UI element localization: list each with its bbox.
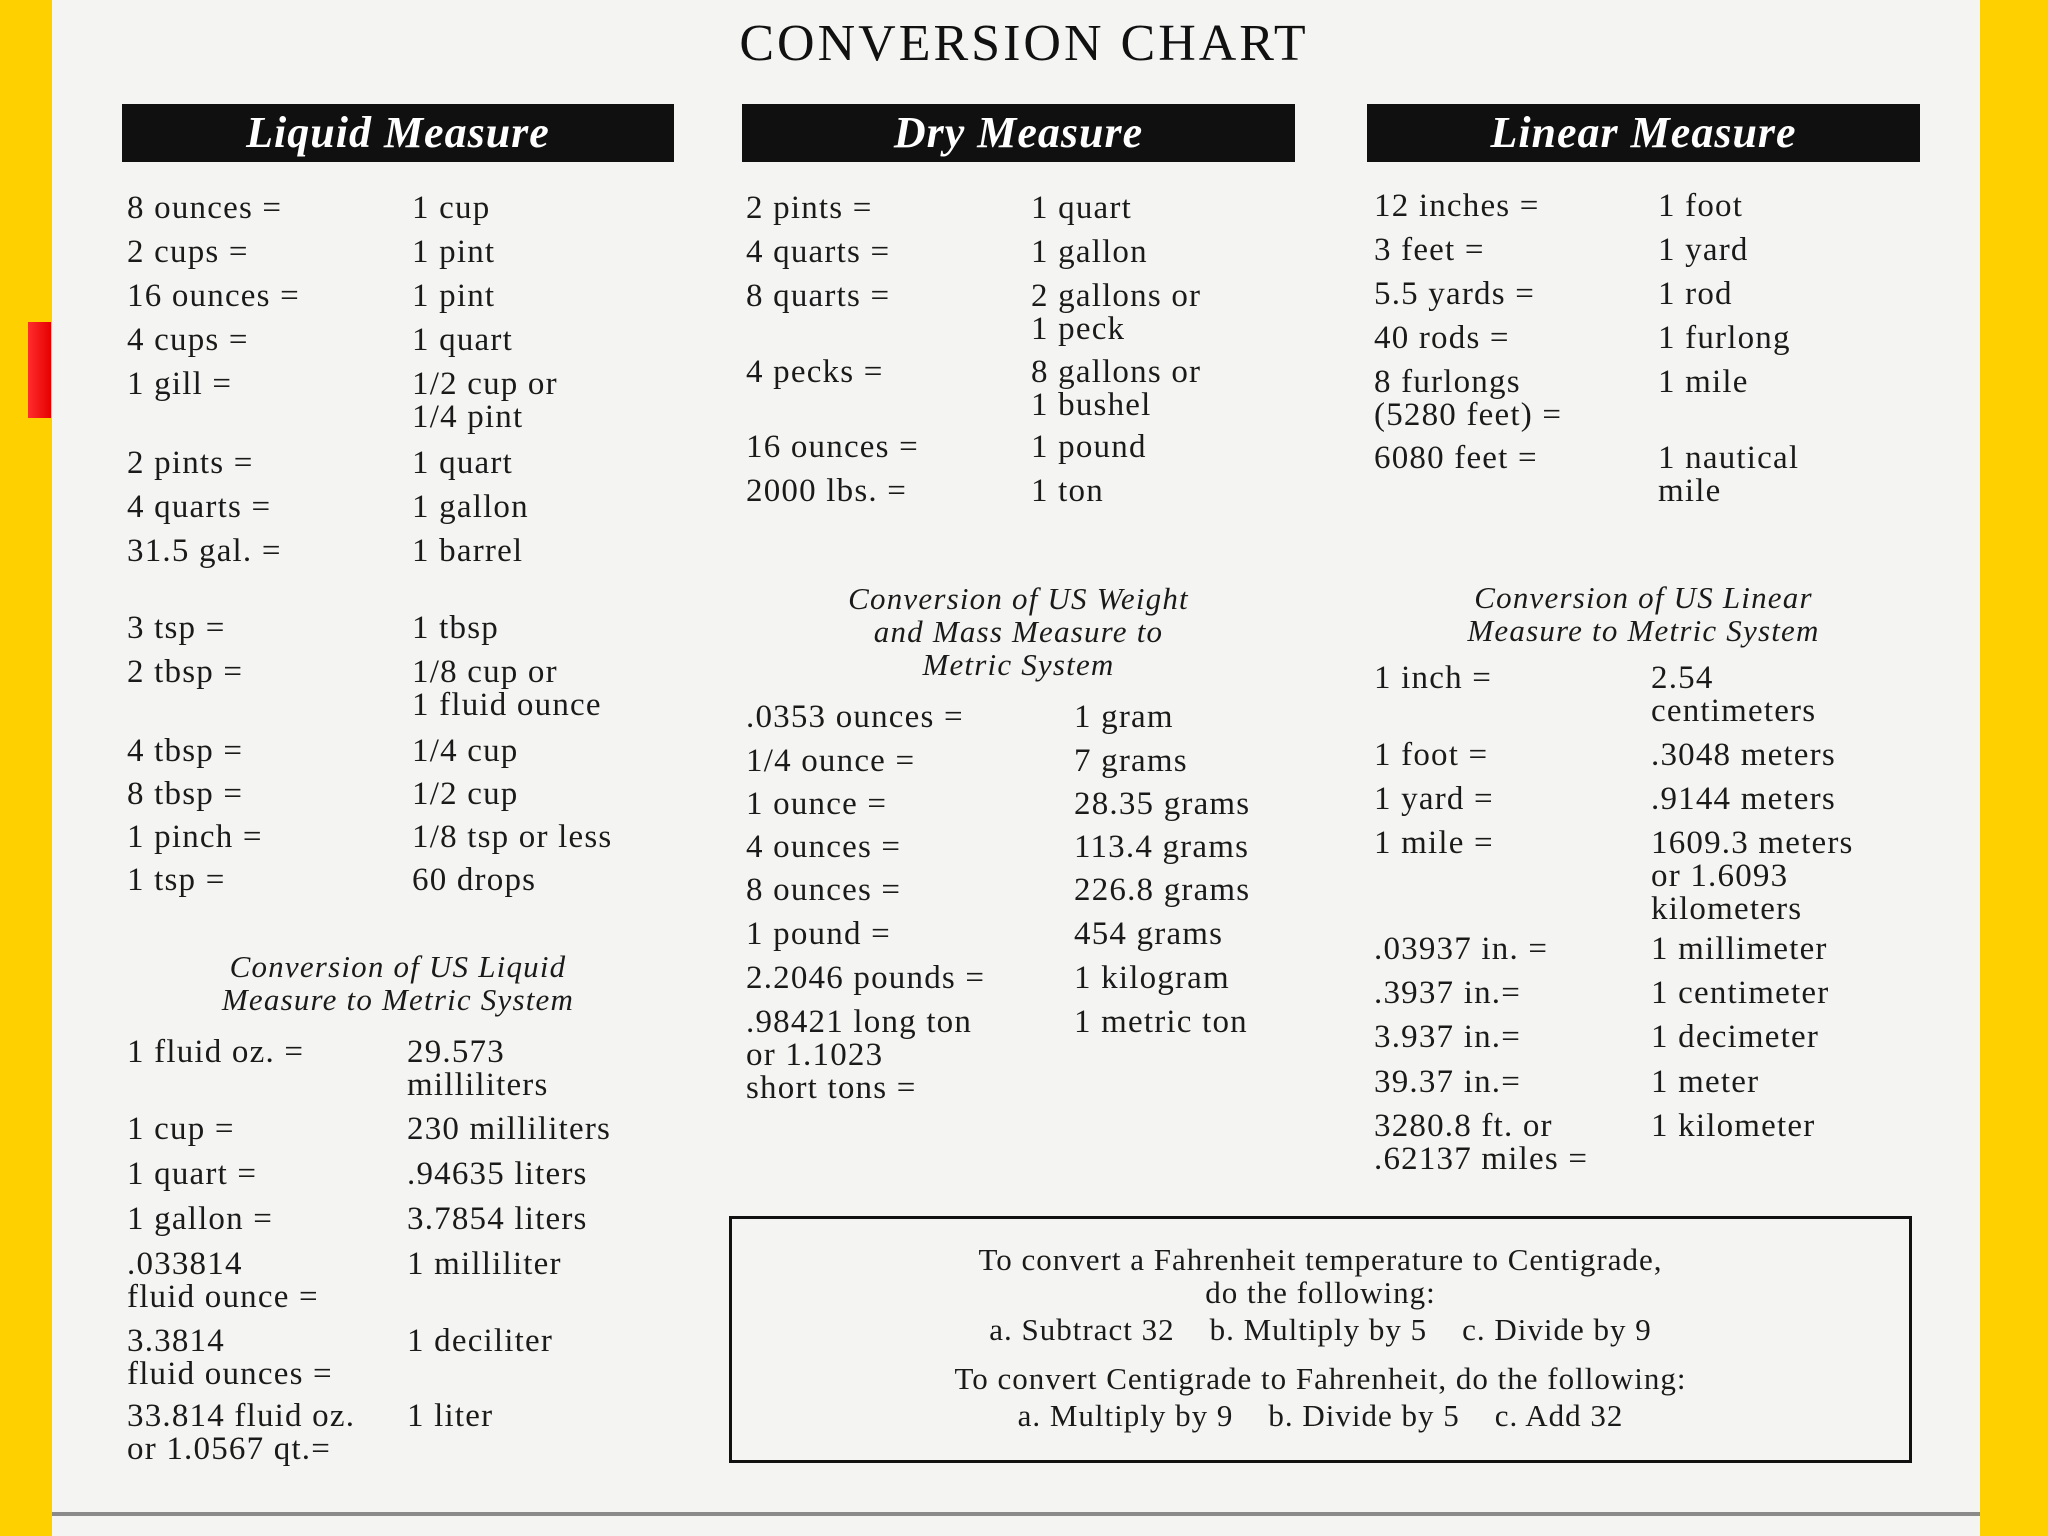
row-equivalent: 1/2 cup bbox=[412, 776, 519, 812]
row-quantity: .033814 fluid ounce = bbox=[127, 1246, 319, 1315]
row-quantity: 2.2046 pounds = bbox=[746, 960, 986, 996]
row-quantity: 1 pinch = bbox=[127, 819, 263, 855]
row-equivalent: 1 milliliter bbox=[407, 1246, 562, 1282]
page-title: CONVERSION CHART bbox=[739, 15, 1309, 72]
row-equivalent: 1/8 tsp or less bbox=[412, 819, 613, 855]
row-equivalent: 1 ton bbox=[1031, 473, 1104, 509]
row-quantity: 1 fluid oz. = bbox=[127, 1034, 305, 1070]
row-equivalent: 1 furlong bbox=[1658, 320, 1791, 356]
row-quantity: 4 cups = bbox=[127, 322, 249, 358]
liquid-measure-header: Liquid Measure bbox=[122, 104, 674, 162]
f-to-c-intro: To convert a Fahrenheit temperature to Centigrade, bbox=[978, 1242, 1663, 1277]
row-equivalent: 230 milliliters bbox=[407, 1111, 612, 1147]
row-equivalent: 1 mile bbox=[1658, 364, 1749, 400]
row-quantity: 2 tbsp = bbox=[127, 654, 244, 690]
row-equivalent: 113.4 grams bbox=[1074, 829, 1250, 865]
c-to-f-steps: a. Multiply by 9 b. Divide by 5 c. Add 32 bbox=[1017, 1398, 1624, 1433]
row-equivalent: 454 grams bbox=[1074, 916, 1224, 952]
linear-metric-title: Conversion of US Linear Measure to Metric System bbox=[1467, 580, 1820, 648]
row-quantity: 1 tsp = bbox=[127, 862, 226, 898]
row-equivalent: 226.8 grams bbox=[1074, 872, 1251, 908]
row-equivalent: 1 cup bbox=[412, 190, 491, 226]
row-quantity: 3.937 in.= bbox=[1374, 1019, 1522, 1055]
row-quantity: 2 cups = bbox=[127, 234, 249, 270]
row-quantity: 2 pints = bbox=[746, 190, 873, 226]
liquid-metric-title: Conversion of US Liquid Measure to Metric System bbox=[221, 949, 575, 1017]
row-equivalent: 1 kilometer bbox=[1651, 1108, 1816, 1144]
row-quantity: 1 mile = bbox=[1374, 825, 1494, 861]
row-equivalent: 1 pound bbox=[1031, 429, 1147, 465]
row-equivalent: .94635 liters bbox=[407, 1156, 588, 1192]
f-to-c-intro-2: do the following: bbox=[1205, 1275, 1436, 1310]
row-equivalent: 1 rod bbox=[1658, 276, 1733, 312]
row-equivalent: 2 gallons or 1 peck bbox=[1031, 278, 1202, 347]
row-equivalent: 29.573 milliliters bbox=[407, 1034, 549, 1103]
row-quantity: 5.5 yards = bbox=[1374, 276, 1536, 312]
row-equivalent: 1 quart bbox=[412, 445, 513, 481]
row-equivalent: 1 barrel bbox=[412, 533, 524, 569]
row-quantity: 16 ounces = bbox=[746, 429, 919, 465]
row-equivalent: 1 quart bbox=[412, 322, 513, 358]
row-equivalent: .3048 meters bbox=[1651, 737, 1836, 773]
row-equivalent: 1 nautical mile bbox=[1658, 440, 1800, 509]
row-quantity: 4 tbsp = bbox=[127, 733, 244, 769]
row-quantity: 1 ounce = bbox=[746, 786, 888, 822]
row-equivalent: 60 drops bbox=[412, 862, 537, 898]
row-quantity: 8 furlongs (5280 feet) = bbox=[1374, 364, 1563, 433]
row-quantity: 3.3814 fluid ounces = bbox=[127, 1323, 333, 1392]
row-equivalent: 1 centimeter bbox=[1651, 975, 1830, 1011]
row-quantity: 40 rods = bbox=[1374, 320, 1510, 356]
row-quantity: 8 ounces = bbox=[127, 190, 283, 226]
row-equivalent: 1/4 cup bbox=[412, 733, 519, 769]
dry-metric-title: Conversion of US Weight and Mass Measure to Metric System bbox=[848, 581, 1189, 682]
row-equivalent: 1 quart bbox=[1031, 190, 1132, 226]
row-equivalent: 1 tbsp bbox=[412, 610, 499, 646]
row-quantity: 1 quart = bbox=[127, 1156, 258, 1192]
row-quantity: 1 pound = bbox=[746, 916, 891, 952]
row-quantity: 8 quarts = bbox=[746, 278, 891, 314]
row-quantity: 39.37 in.= bbox=[1374, 1064, 1522, 1100]
row-quantity: 2000 lbs. = bbox=[746, 473, 908, 509]
row-equivalent: 1 meter bbox=[1651, 1064, 1760, 1100]
row-equivalent: 1 pint bbox=[412, 234, 496, 270]
row-equivalent: 1 kilogram bbox=[1074, 960, 1230, 996]
temperature-conversion-box bbox=[729, 1216, 1912, 1463]
row-quantity: .98421 long ton or 1.1023 short tons = bbox=[746, 1004, 973, 1106]
row-equivalent: 1 deciliter bbox=[407, 1323, 554, 1359]
row-quantity: 1 yard = bbox=[1374, 781, 1494, 817]
row-equivalent: 1609.3 meters or 1.6093 kilometers bbox=[1651, 825, 1854, 927]
row-quantity: 2 pints = bbox=[127, 445, 254, 481]
row-equivalent: 1 liter bbox=[407, 1398, 494, 1434]
f-to-c-steps: a. Subtract 32 b. Multiply by 5 c. Divide by 9 bbox=[989, 1312, 1652, 1347]
row-quantity: 3 tsp = bbox=[127, 610, 226, 646]
row-quantity: 4 pecks = bbox=[746, 354, 884, 390]
c-to-f-intro: To convert Centigrade to Fahrenheit, do the following: bbox=[954, 1361, 1687, 1396]
sheet-bottom-edge bbox=[52, 1512, 1980, 1516]
row-quantity: 4 quarts = bbox=[746, 234, 891, 270]
row-equivalent: 28.35 grams bbox=[1074, 786, 1251, 822]
row-quantity: 1 gill = bbox=[127, 366, 233, 402]
row-equivalent: 1 decimeter bbox=[1651, 1019, 1820, 1055]
row-equivalent: 8 gallons or 1 bushel bbox=[1031, 354, 1202, 423]
row-quantity: 4 ounces = bbox=[746, 829, 902, 865]
linear-measure-header: Linear Measure bbox=[1367, 104, 1920, 162]
row-quantity: 1 foot = bbox=[1374, 737, 1489, 773]
row-equivalent: 1 millimeter bbox=[1651, 931, 1828, 967]
red-marker bbox=[28, 322, 51, 418]
row-equivalent: 1 metric ton bbox=[1074, 1004, 1248, 1040]
row-quantity: 8 ounces = bbox=[746, 872, 902, 908]
dry-measure-header: Dry Measure bbox=[742, 104, 1295, 162]
row-equivalent: 1 yard bbox=[1658, 232, 1749, 268]
row-equivalent: 1/2 cup or 1/4 pint bbox=[412, 366, 558, 435]
row-quantity: 6080 feet = bbox=[1374, 440, 1538, 476]
row-quantity: .0353 ounces = bbox=[746, 699, 964, 735]
row-quantity: 1/4 ounce = bbox=[746, 743, 916, 779]
row-quantity: 12 inches = bbox=[1374, 188, 1540, 224]
row-equivalent: 7 grams bbox=[1074, 743, 1188, 779]
row-quantity: 8 tbsp = bbox=[127, 776, 244, 812]
row-equivalent: 1/8 cup or 1 fluid ounce bbox=[412, 654, 602, 723]
row-equivalent: 1 gallon bbox=[1031, 234, 1148, 270]
row-quantity: 33.814 fluid oz. or 1.0567 qt.= bbox=[127, 1398, 356, 1467]
row-quantity: 1 cup = bbox=[127, 1111, 235, 1147]
row-quantity: .3937 in.= bbox=[1374, 975, 1522, 1011]
row-quantity: 3280.8 ft. or .62137 miles = bbox=[1374, 1108, 1589, 1177]
row-quantity: 31.5 gal. = bbox=[127, 533, 282, 569]
row-quantity: .03937 in. = bbox=[1374, 931, 1549, 967]
row-equivalent: 2.54 centimeters bbox=[1651, 660, 1817, 729]
row-quantity: 4 quarts = bbox=[127, 489, 272, 525]
row-equivalent: 1 foot bbox=[1658, 188, 1744, 224]
row-equivalent: .9144 meters bbox=[1651, 781, 1836, 817]
row-quantity: 3 feet = bbox=[1374, 232, 1485, 268]
row-quantity: 1 inch = bbox=[1374, 660, 1493, 696]
row-equivalent: 3.7854 liters bbox=[407, 1201, 588, 1237]
row-equivalent: 1 gallon bbox=[412, 489, 529, 525]
row-quantity: 16 ounces = bbox=[127, 278, 300, 314]
row-equivalent: 1 pint bbox=[412, 278, 496, 314]
row-quantity: 1 gallon = bbox=[127, 1201, 274, 1237]
row-equivalent: 1 gram bbox=[1074, 699, 1174, 735]
